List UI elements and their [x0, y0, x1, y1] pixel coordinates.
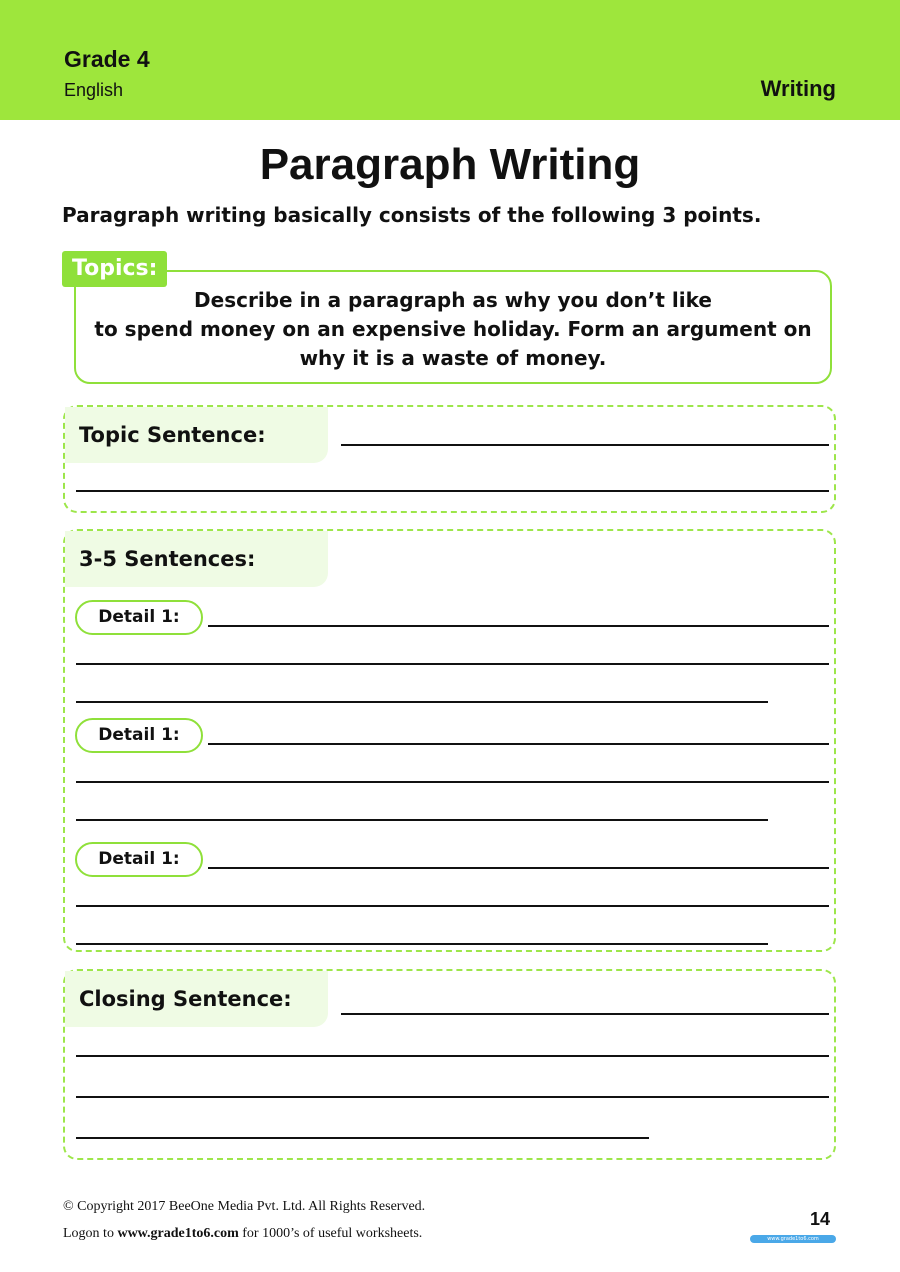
writing-line[interactable]	[208, 743, 829, 745]
topics-text	[78, 286, 828, 373]
copyright-text: © Copyright 2017 BeeOne Media Pvt. Ltd. All Rights Reserved.	[63, 1199, 426, 1214]
section-label: Writing	[760, 76, 836, 101]
detail-label: Detail 1:	[75, 718, 203, 753]
logon-text: Logon to www.grade1to6.com for 1000’s of useful worksheets.	[63, 1226, 423, 1241]
topics-line: to spend money on an expensive holiday. Form an argument on	[94, 317, 812, 341]
writing-line[interactable]	[76, 905, 829, 907]
writing-line[interactable]	[208, 625, 829, 627]
page-number: 14	[810, 1209, 831, 1229]
writing-line[interactable]	[76, 1096, 829, 1098]
closing-sentence-label: Closing Sentence:	[65, 971, 328, 1027]
topics-line: Describe in a paragraph as why you don’t like	[194, 288, 712, 312]
writing-line[interactable]	[76, 701, 768, 703]
writing-line[interactable]	[76, 819, 768, 821]
page-title: Paragraph Writing	[259, 140, 641, 189]
writing-line[interactable]	[76, 1137, 649, 1139]
topic-sentence-label: Topic Sentence:	[65, 407, 328, 463]
site-link[interactable]: www.grade1to6.com	[117, 1226, 239, 1241]
site-badge: www.grade1to6.com	[750, 1235, 836, 1243]
writing-line[interactable]	[76, 490, 829, 492]
subject-label: English	[64, 80, 124, 100]
writing-line[interactable]	[208, 867, 829, 869]
intro-text: Paragraph writing basically consists of the following 3 points.	[62, 203, 762, 227]
detail-label: Detail 1:	[75, 600, 203, 635]
sentences-label: 3-5 Sentences:	[65, 531, 328, 587]
grade-label: Grade 4	[64, 46, 150, 72]
writing-line[interactable]	[341, 1013, 829, 1015]
writing-line[interactable]	[341, 444, 829, 446]
detail-label: Detail 1:	[75, 842, 203, 877]
writing-line[interactable]	[76, 1055, 829, 1057]
topics-line: why it is a waste of money.	[299, 346, 607, 370]
writing-line[interactable]	[76, 781, 829, 783]
writing-line[interactable]	[76, 943, 768, 945]
writing-line[interactable]	[76, 663, 829, 665]
topics-tag: Topics:	[62, 251, 167, 287]
